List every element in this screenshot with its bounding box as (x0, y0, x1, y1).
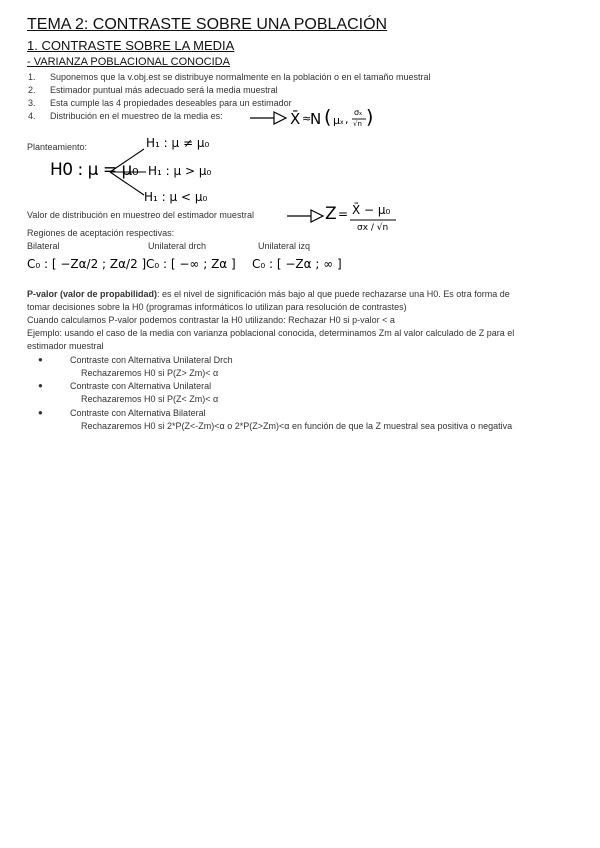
planteamiento-label: Planteamiento: (27, 142, 88, 152)
pvalue-line: estimador muestral (27, 341, 104, 351)
sigma-symbol: σ (354, 108, 360, 117)
list-item: Esta cumple las 4 propiedades deseables para un estimador (50, 98, 292, 108)
pvalue-term: P-valor (valor de propabilidad) (27, 289, 158, 299)
equals-sign: = (338, 207, 349, 221)
bullet-icon: ● (38, 355, 43, 364)
alternative-hypothesis-right: H₁ : μ > μ₀ (148, 164, 212, 178)
document-title: TEMA 2: CONTRASTE SOBRE UNA POBLACIÓN (27, 16, 388, 33)
bullet-title: Contraste con Alternativa Unilateral (70, 381, 212, 391)
z-denominator: σx / √n (357, 223, 389, 233)
pvalue-line: Ejemplo: usando el caso de la media con varianza poblacional conocida, determinamos Zm al valor calculado de Z para el (27, 328, 515, 338)
alternative-hypothesis-two-sided: H₁ : μ ≠ μ₀ (146, 136, 210, 150)
list-number: 4. (28, 111, 36, 121)
subscript-x: x (359, 111, 362, 117)
alternative-hypothesis-left: H₁ : μ < μ₀ (144, 190, 208, 204)
region-formula-right: C₀ : [ −∞ ; Zα ] (146, 257, 236, 271)
region-label-right: Unilateral drch (148, 241, 207, 251)
mu-symbol: μ (333, 114, 340, 127)
close-paren: ) (366, 106, 374, 128)
region-formula-bilateral: C₀ : [ −Zα/2 ; Zα/2 ] (27, 257, 147, 271)
comma: , (345, 113, 349, 126)
z-symbol: Z (325, 204, 337, 224)
arrow-icon (285, 209, 325, 223)
list-number: 2. (28, 85, 36, 95)
pvalue-line: tomar decisiones sobre la H0 (programas informáticos lo utilizan para resolución de contrastes) (27, 302, 407, 312)
null-hypothesis: H0 : μ = μ₀ (50, 160, 139, 180)
subscript-x: x (340, 119, 344, 126)
region-formula-left: C₀ : [ −Zα ; ∞ ] (252, 257, 342, 271)
bullet-detail: Rechazaremos H0 si 2*P(Z<-Zm)<α o 2*P(Z>Zm)<α en función de que la Z muestral sea positiva o negativa (81, 421, 513, 431)
bullet-detail: Rechazaremos H0 si P(Z< Zm)< α (81, 394, 219, 404)
region-label-left: Unilateral izq (258, 241, 311, 251)
z-numerator: X̄ − μ₀ (352, 203, 391, 217)
bullet-icon: ● (38, 408, 43, 417)
xbar-symbol: X̄ (290, 110, 301, 128)
hypothesis-branches (108, 146, 148, 198)
fraction-bar (350, 219, 400, 221)
bullet-detail: Rechazaremos H0 si P(Z> Zm)< α (81, 368, 219, 378)
section-heading: 1. CONTRASTE SOBRE LA MEDIA (27, 38, 235, 53)
regions-label: Regiones de aceptación respectivas: (27, 228, 175, 238)
list-number: 3. (28, 98, 36, 108)
bullet-icon: ● (38, 381, 43, 390)
estimator-label: Valor de distribución en muestreo del estimador muestral (27, 210, 254, 220)
normal-symbol: N (310, 110, 322, 128)
arrow-icon (248, 111, 288, 125)
list-item: Distribución en el muestreo de la media es: (50, 111, 223, 121)
bullet-title: Contraste con Alternativa Bilateral (70, 408, 206, 418)
list-number: 1. (28, 72, 36, 82)
region-label-bilateral: Bilateral (27, 241, 60, 251)
pvalue-definition: : es el nivel de significación más bajo al que puede rechazarse una H0. Es otra forma de (157, 289, 510, 299)
list-item: Suponemos que la v.obj.est se distribuye normalmente en la población o en el tamaño muestral (50, 72, 431, 82)
pvalue-line (27, 289, 510, 300)
bullet-title: Contraste con Alternativa Unilateral Drch (70, 355, 233, 365)
approx-symbol: ≈ (302, 112, 312, 125)
subsection-heading: - VARIANZA POBLACIONAL CONOCIDA (27, 56, 230, 68)
sqrt-n: √n (353, 120, 362, 128)
pvalue-line: Cuando calculamos P-valor podemos contrastar la H0 utilizando: Rechazar H0 si p-valor < a (27, 315, 395, 325)
list-item: Estimador puntual más adecuado será la media muestral (50, 85, 278, 95)
open-paren: ( (324, 106, 332, 128)
